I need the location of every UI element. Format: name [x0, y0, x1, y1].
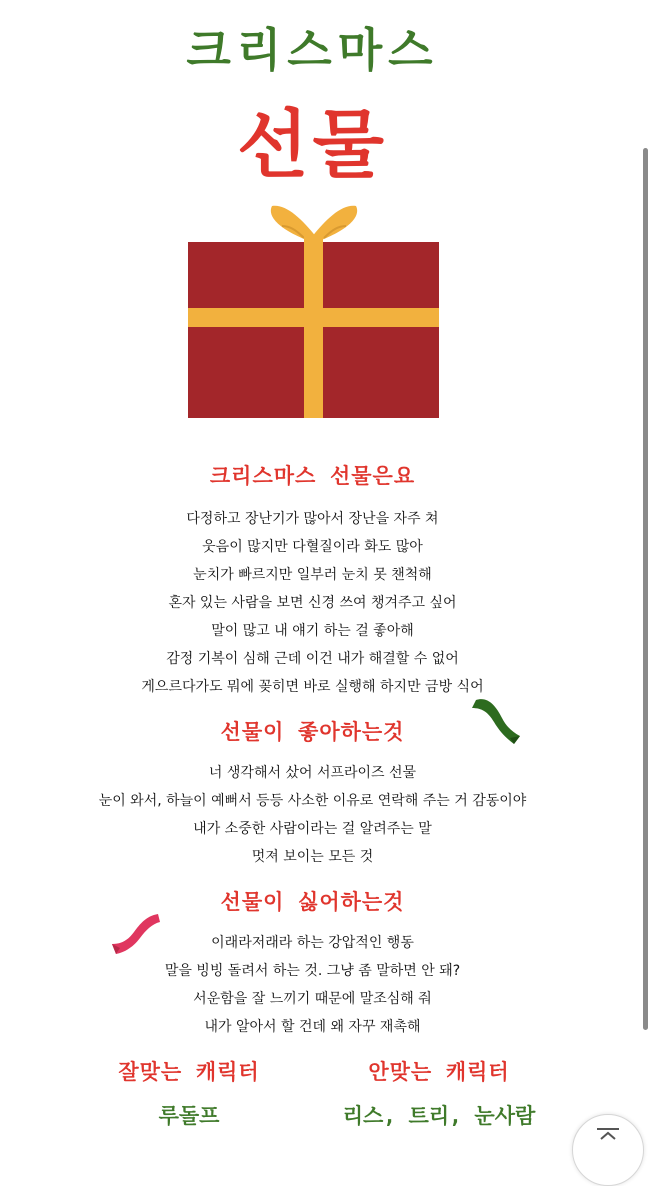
- about-line: 감정 기복이 심해 근데 이건 내가 해결할 수 없어: [166, 651, 459, 667]
- dislikes-line: 말을 빙빙 돌려서 하는 것. 그냥 좀 말하면 안 돼?: [164, 963, 461, 979]
- about-line: 눈치가 빠르지만 일부러 눈치 못 챈척해: [193, 567, 432, 583]
- section-heading-dislikes: 선물이 싫어하는것: [220, 890, 405, 914]
- section-dislikes-lines: [0, 929, 625, 1041]
- page-title-line2: 선물: [237, 102, 388, 188]
- bad-character-value: 리스, 트리, 눈사람: [342, 1104, 536, 1128]
- dislikes-line: 내가 알아서 할 건데 왜 자꾸 재촉해: [204, 1019, 421, 1035]
- likes-line: 멋져 보이는 모든 것: [251, 849, 374, 865]
- good-character-label: 잘맞는 캐릭터: [118, 1060, 260, 1084]
- about-line: 웃음이 많지만 다혈질이라 화도 많아: [202, 539, 423, 555]
- page-title-line1: 크리스마스: [186, 23, 439, 77]
- section-heading-about: 크리스마스 선물은요: [209, 464, 416, 488]
- section-heading-likes: 선물이 좋아하는것: [220, 720, 405, 744]
- bad-character-label: 안맞는 캐릭터: [368, 1060, 510, 1084]
- section-about-lines: [0, 505, 625, 701]
- about-line: 게으르다가도 뭐에 꽂히면 바로 실행해 하지만 금방 식어: [141, 679, 484, 695]
- dislikes-line: 서운함을 잘 느끼기 때문에 말조심해 줘: [193, 991, 432, 1007]
- gift-icon: [186, 200, 442, 422]
- likes-line: 너 생각해서 샀어 서프라이즈 선물: [208, 765, 417, 781]
- about-line: 혼자 있는 사람을 보면 신경 쓰여 챙겨주고 싶어: [168, 595, 457, 611]
- likes-line: 눈이 와서, 하늘이 예뻐서 등등 사소한 이유로 연락해 주는 거 감동이야: [98, 793, 527, 809]
- scroll-to-top-icon: [595, 1127, 621, 1141]
- good-character-value: 루돌프: [158, 1104, 220, 1128]
- about-line: 다정하고 장난기가 많아서 장난을 자주 쳐: [186, 511, 439, 527]
- likes-line: 내가 소중한 사람이라는 걸 알려주는 말: [193, 821, 432, 837]
- vertical-scrollbar[interactable]: [643, 148, 648, 1030]
- scroll-to-top-button[interactable]: [572, 1114, 644, 1186]
- section-likes-lines: [0, 759, 625, 871]
- dislikes-line: 이래라저래라 하는 강압적인 행동: [211, 935, 414, 951]
- about-line: 말이 많고 내 얘기 하는 걸 좋아해: [211, 623, 414, 639]
